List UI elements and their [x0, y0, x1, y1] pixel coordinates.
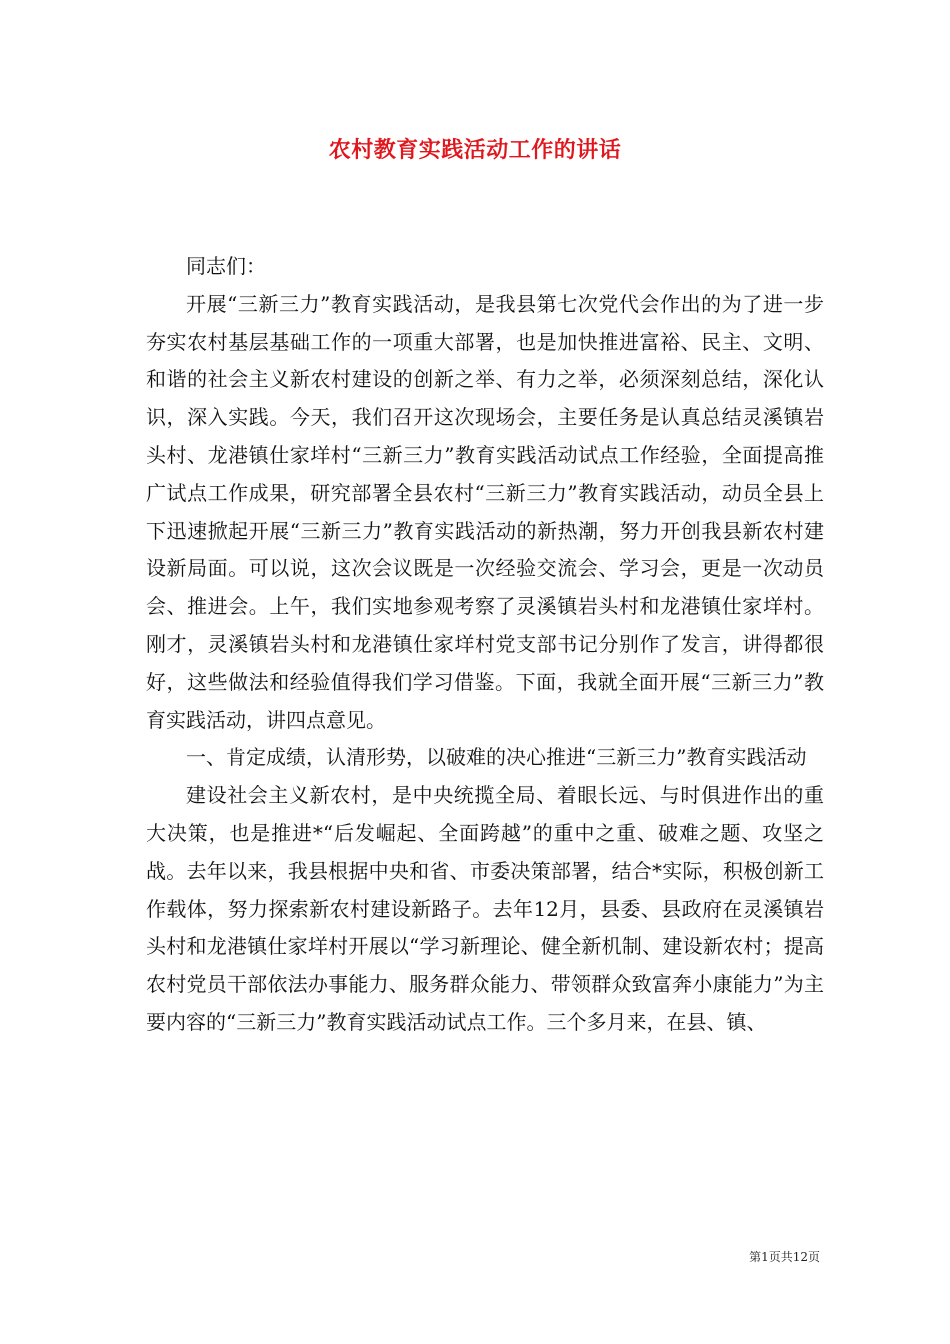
page-number: 第1页共12页 [749, 1250, 820, 1264]
document-title: 农村教育实践活动工作的讲话 [328, 137, 622, 163]
body-paragraph: 开展“三新三力”教育实践活动，是我县第七次党代会作出的为了进一步夯实农村基层基础工作的一项重大部署，也是加快推进富裕、民主、文明、和谐的社会主义新农村建设的创新之举、有力之举，必须深刻总结，深化认识，深入实践。今天，我们召开这次现场会，主要任务是认真总结灵溪镇岩头村、龙港镇仕家垟村“三新三力”教育实践活动试点工作经验，全面提高推广试点工作成果，研究部署全县农村“三新三力”教育实践活动，动员全县上下迅速掀起开展“三新三力”教育实践活动的新热潮，努力开创我县新农村建设新局面。可以说，这次会议既是一次经验交流会、学习会，更是一次动员会、推进会。上午，我们实地参观考察了灵溪镇岩头村和龙港镇仕家垟村。刚才，灵溪镇岩头村和龙港镇仕家垟村党支部书记分别作了发言，讲得都很好，这些做法和经验值得我们学习借鉴。下面，我就全面开展“三新三力”教育实践活动，讲四点意见。 [146, 291, 824, 732]
body-paragraph: 建设社会主义新农村，是中央统揽全局、着眼长远、与时俱进作出的重大决策，也是推进*“后发崛起、全面跨越”的重中之重、破难之题、攻坚之战。去年以来，我县根据中央和省、市委决策部署，结合*实际，积极创新工作载体，努力探索新农村建设新路子。去年12月，县委、县政府在灵溪镇岩头村和龙港镇仕家垟村开展以“学习新理论、健全新机制、建设新农村；提高农村党员干部依法办事能力、服务群众能力、带领群众致富奔小康能力”为主要内容的“三新三力”教育实践活动试点工作。三个多月来，在县、镇、 [146, 783, 824, 1034]
section-heading: 一、肯定成绩，认清形势，以破难的决心推进“三新三力”教育实践活动 [186, 745, 807, 770]
salutation-paragraph: 同志们： [186, 254, 266, 278]
document-body [146, 248, 824, 1042]
